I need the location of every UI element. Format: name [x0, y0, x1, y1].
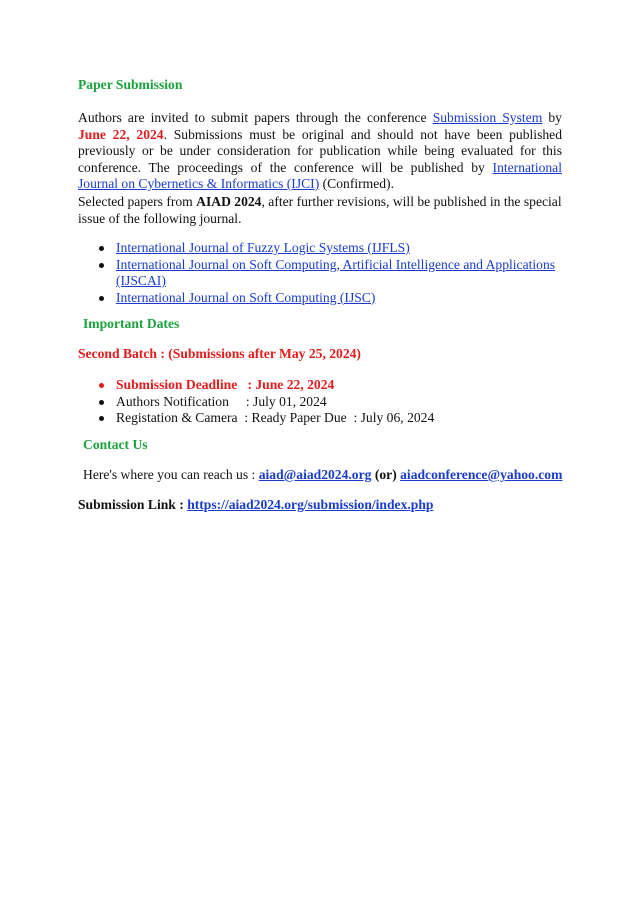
ijfls-journal-link[interactable]: International Journal of Fuzzy Logic Systems (IJFLS)	[116, 240, 410, 255]
submission-text-c: . Submissions must be original and should not have been published previously or be under consideration for publication while being evaluated for this conference. The proceedings of the conference will be published by	[78, 126, 562, 175]
registration-item: Registation & Camera : Ready Paper Due : July 06, 2024	[116, 410, 435, 425]
list-item	[78, 240, 558, 257]
submission-link-line	[78, 497, 598, 514]
bullet-icon	[99, 400, 104, 405]
secondary-email-link[interactable]: aiadconference@yahoo.com	[400, 467, 563, 482]
selected-text-b: , after further revisions, will be published in the special issue of the following journal.	[78, 194, 562, 226]
list-item	[78, 257, 558, 290]
submission-text-a: Authors are invited to submit papers through the conference	[78, 110, 433, 125]
ijci-journal-link[interactable]: International Journal on Cybernetics & Informatics (IJCI)	[78, 159, 562, 191]
authors-notification-item: Authors Notification : July 01, 2024	[116, 393, 327, 409]
dates-list	[78, 377, 558, 427]
selected-text-a: Selected papers from	[78, 194, 197, 209]
journal-list	[78, 240, 558, 306]
selected-papers-paragraph	[78, 194, 562, 227]
second-batch-label: Second Batch : (Submissions after May 25, 2024)	[78, 346, 361, 361]
submission-system-link[interactable]: Submission System	[432, 110, 543, 125]
list-item	[78, 394, 558, 411]
primary-email-link[interactable]: aiad@aiad2024.org	[258, 467, 372, 482]
submission-link-label: Submission Link :	[78, 497, 188, 512]
or-separator: (or)	[371, 467, 401, 482]
list-item	[78, 377, 558, 394]
conference-name: AIAD 2024	[196, 194, 262, 209]
bullet-icon	[99, 246, 104, 251]
paper-submission-heading: Paper Submission	[78, 77, 183, 92]
bullet-icon	[99, 263, 104, 268]
submission-deadline-item: Submission Deadline : June 22, 2024	[116, 377, 335, 392]
bullet-icon	[99, 296, 104, 301]
submission-deadline-date: June 22, 2024	[78, 126, 164, 142]
submission-text-b: by	[542, 110, 562, 125]
submission-paragraph	[78, 110, 562, 193]
bullet-icon	[99, 416, 104, 421]
list-item	[78, 410, 558, 427]
ijscai-journal-link[interactable]: International Journal on Soft Computing, Artificial Intelligence and Applications (IJSCAI)	[116, 256, 556, 288]
important-dates-heading: Important Dates	[83, 316, 180, 331]
submission-url-link[interactable]: https://aiad2024.org/submission/index.php	[187, 497, 434, 512]
contact-text: Here's where you can reach us :	[83, 467, 259, 482]
contact-us-heading: Contact Us	[83, 437, 148, 452]
bullet-icon	[99, 383, 104, 388]
contact-line	[83, 467, 583, 484]
list-item	[78, 290, 558, 307]
ijsc-journal-link[interactable]: International Journal on Soft Computing (IJSC)	[116, 289, 376, 305]
submission-text-d: (Confirmed).	[319, 176, 394, 191]
